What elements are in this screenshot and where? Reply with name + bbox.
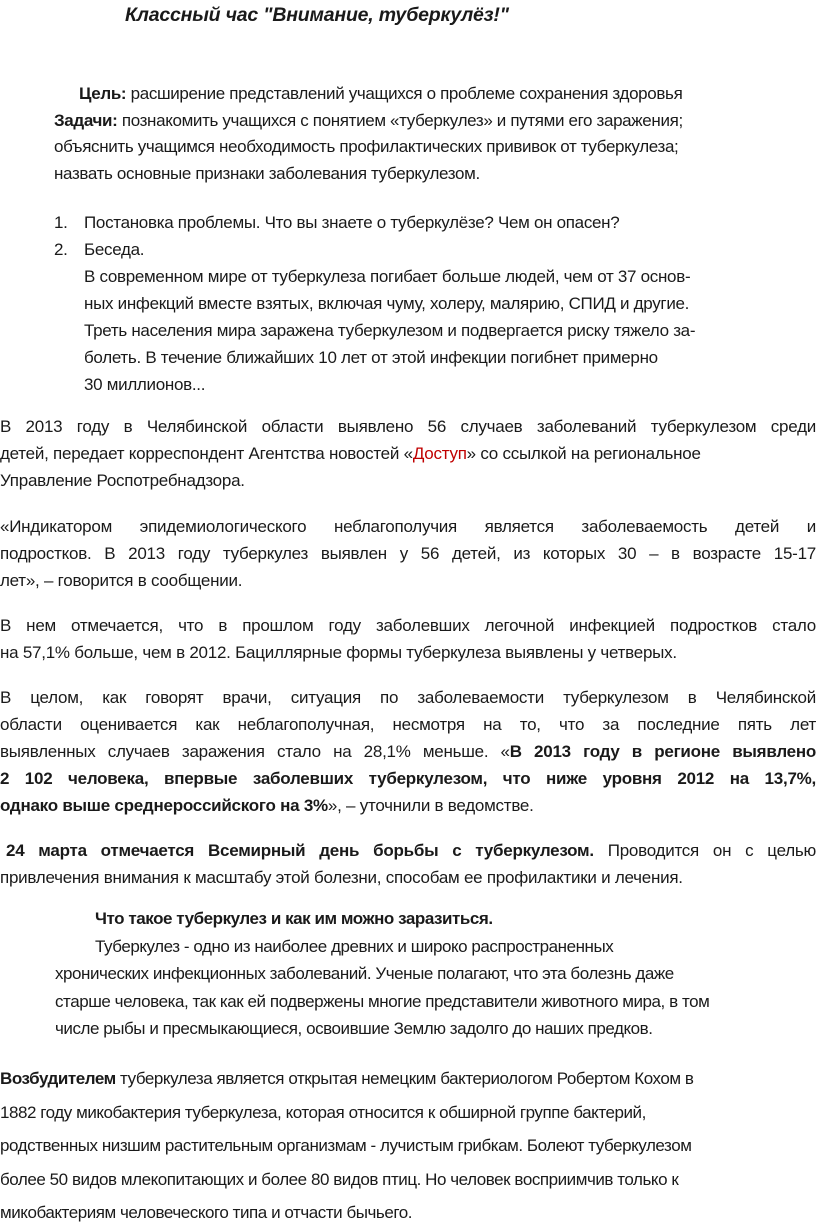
- numbered-list: [54, 209, 814, 398]
- text-span: туберкулеза является открытая немецким бактериологом Робертом Кохом в: [115, 1069, 694, 1088]
- section-heading: Что такое туберкулез и как им можно заразиться.: [95, 909, 493, 928]
- discussion-line: ных инфекций вместе взятых, включая чуму, холеру, малярию, СПИД и другие.: [84, 294, 690, 313]
- paragraph-line: на 57,1% больше, чем в 2012. Бациллярные формы туберкулеза выявлены у четверых.: [0, 643, 677, 662]
- section-line: микобактериям человеческого типа и отчасти бычьего.: [0, 1203, 413, 1222]
- list-item-number: 1.: [54, 213, 68, 232]
- section-line: 1882 году микобактерия туберкулеза, которая относится к обширной группе бактерий,: [0, 1102, 646, 1122]
- tasks-line: [54, 108, 794, 135]
- section-line: более 50 видов млекопитающих и более 80 видов птиц. Но человек восприимчив только к: [0, 1169, 679, 1189]
- section-line: хронических инфекционных заболеваний. Ученые полагают, что эта болезнь даже: [55, 964, 674, 983]
- text-span: Проводится он с целью: [593, 841, 816, 860]
- list-item: [54, 209, 814, 236]
- text-span: выявленных случаев заражения стало на 28,1% меньше. «: [0, 742, 510, 761]
- page-title: Классный час "Внимание, туберкулёз!": [125, 4, 509, 26]
- text-span: » со ссылкой на региональное: [466, 444, 701, 463]
- what-is-section: [55, 905, 815, 1043]
- section-line: Туберкулез - одно из наиболее древних и широко распространенных: [95, 936, 614, 956]
- paragraph-line: [0, 837, 816, 864]
- paragraph-world-day: [0, 837, 816, 891]
- tasks-text-3: назвать основные признаки заболевания туберкулезом.: [54, 163, 480, 183]
- bold-span: однако выше среднероссийского на 3%: [0, 796, 328, 815]
- list-item-text: Беседа.: [84, 240, 145, 259]
- paragraph-line: [0, 792, 816, 819]
- paragraph-line: лет», – говорится в сообщении.: [0, 571, 243, 590]
- section-line: числе рыбы и пресмыкающиеся, освоившие Землю задолго до наших предков.: [55, 1019, 653, 1038]
- paragraph-statistics: [0, 413, 816, 494]
- discussion-line: 30 миллионов...: [84, 375, 206, 394]
- paragraph-line: В целом, как говорят врачи, ситуация по заболеваемости туберкулезом в Челябинской: [0, 688, 816, 707]
- paragraph-line: привлечения внимания к масштабу этой болезни, способам ее профилактики и лечения.: [0, 868, 683, 887]
- pathogen-section: [0, 1062, 816, 1230]
- text-span: », – уточнили в ведомстве.: [327, 796, 534, 815]
- list-item-text: Постановка проблемы. Что вы знаете о туберкулёзе? Чем он опасен?: [84, 213, 620, 232]
- text-span: детей, передает корреспондент Агентства новостей «: [0, 444, 413, 463]
- paragraph-line: «Индикатором эпидемиологического неблагополучия является заболеваемость детей и: [0, 517, 816, 536]
- discussion-line: болеть. В течение ближайших 10 лет от этой инфекции погибнет примерно: [84, 348, 658, 367]
- paragraph-line: Управление Роспотребнадзора.: [0, 471, 245, 490]
- bold-span: 24 марта отмечается Всемирный день борьбы с туберкулезом.: [6, 841, 594, 860]
- paragraph-line: В 2013 году в Челябинской области выявлено 56 случаев заболеваний туберкулезом среди: [0, 417, 816, 436]
- list-item: [54, 236, 814, 263]
- section-line: [0, 1062, 816, 1096]
- paragraph-teenagers: [0, 612, 816, 666]
- paragraph-line: 2 102 человека, впервые заболевших туберкулезом, что ниже уровня 2012 на 13,7%,: [0, 769, 816, 788]
- tasks-text-2: объяснить учащимся необходимость профилактических прививок от туберкулеза;: [54, 137, 679, 156]
- discussion-line: Треть населения мира заражена туберкулезом и подвергается риску тяжело за-: [84, 321, 696, 340]
- tasks-text-1: познакомить учащихся с понятием «туберкулез» и путями его заражения;: [117, 110, 683, 130]
- section-line: старше человека, так как ей подвержены многие представители животного мира, в том: [55, 991, 710, 1011]
- paragraph-line: [0, 738, 816, 765]
- paragraph-line: области оценивается как неблагополучная, несмотря на то, что за последние пять лет: [0, 715, 816, 734]
- goal-line: [54, 81, 794, 108]
- bold-span: В 2013 году в регионе выявлено: [509, 742, 816, 761]
- goal-block: [54, 81, 794, 187]
- tasks-label: Задачи:: [54, 110, 118, 130]
- list-item-number: 2.: [54, 240, 68, 259]
- bold-span: Возбудителем: [0, 1069, 116, 1088]
- paragraph-line: [0, 440, 816, 467]
- goal-text: расширение представлений учащихся о проблеме сохранения здоровья: [126, 84, 683, 103]
- dostup-link[interactable]: Доступ: [412, 444, 467, 463]
- paragraph-line: подростков. В 2013 году туберкулез выявлен у 56 детей, из которых 30 – в возрасте 15-17: [0, 544, 816, 563]
- paragraph-indicator: [0, 513, 816, 594]
- discussion-line: В современном мире от туберкулеза погибает больше людей, чем от 37 основ-: [84, 267, 691, 286]
- goal-label: Цель:: [79, 84, 127, 103]
- paragraph-line: В нем отмечается, что в прошлом году заболевших легочной инфекцией подростков стало: [0, 616, 816, 635]
- paragraph-situation: [0, 684, 816, 819]
- section-line: родственных низшим растительным организмам - лучистым грибкам. Болеют туберкулезом: [0, 1136, 692, 1155]
